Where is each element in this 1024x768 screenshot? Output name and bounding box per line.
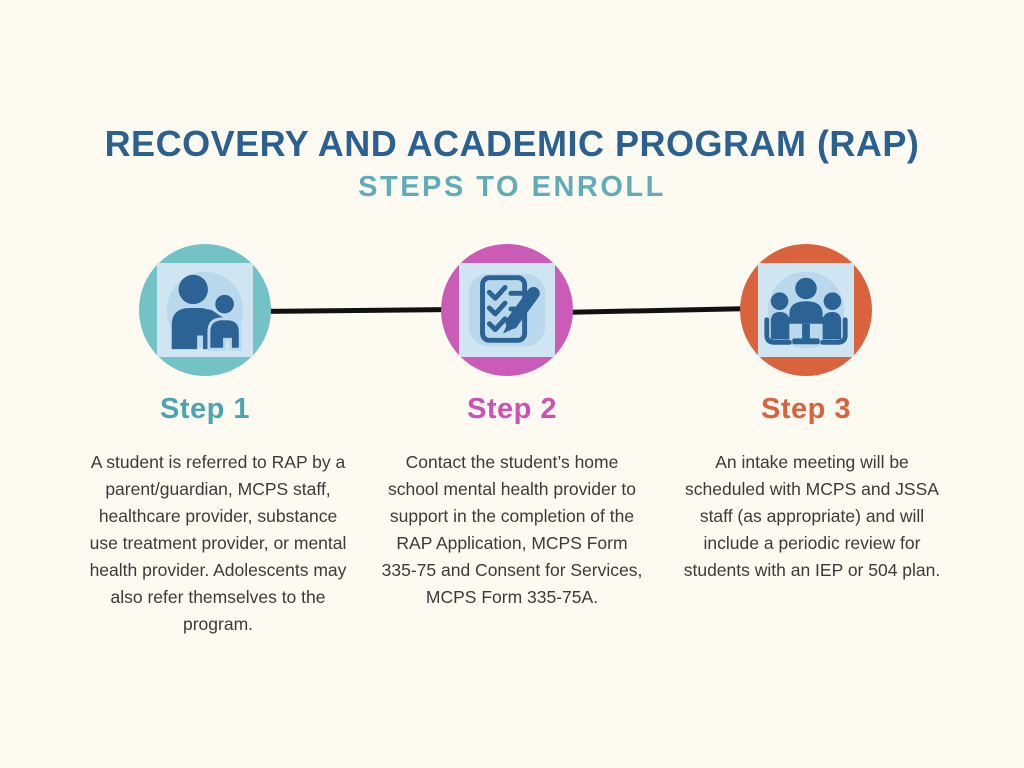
step2-circle (441, 244, 573, 376)
step3-description: An intake meeting will be scheduled with MCPS and JSSA staff (as appropriate) and will include a periodic review for students with an IEP or 504 plan. (683, 452, 941, 580)
step3-icon-square (758, 263, 854, 357)
connector-line-step1-step2 (266, 307, 446, 314)
step1-label: Step 1 (159, 393, 251, 425)
step3-circle (740, 244, 872, 376)
step2-description: Contact the student’s home school mental health provider to support in the completion of the RAP Application, MCPS Form 335-75 and Consent for Services, MCPS Form 335-75A. (381, 452, 643, 607)
step3-label: Step 3 (760, 393, 852, 425)
step1-circle (139, 244, 271, 376)
step2-label: Step 2 (466, 393, 558, 425)
step2-icon-square (459, 263, 555, 357)
meeting-table-icon (758, 263, 854, 357)
family-referral-icon (157, 263, 253, 357)
step1-description: A student is referred to RAP by a parent/guardian, MCPS staff, healthcare provider, substance use treatment provider, or mental health provider. Adolescents may also refer themselves to the program. (89, 452, 347, 634)
page-title: RECOVERY AND ACADEMIC PROGRAM (RAP) (104, 123, 920, 164)
page-subtitle: STEPS TO ENROLL (358, 171, 666, 203)
step1-icon-square (157, 263, 253, 357)
connector-line-step2-step3 (568, 306, 744, 315)
checklist-pencil-icon (459, 263, 555, 357)
